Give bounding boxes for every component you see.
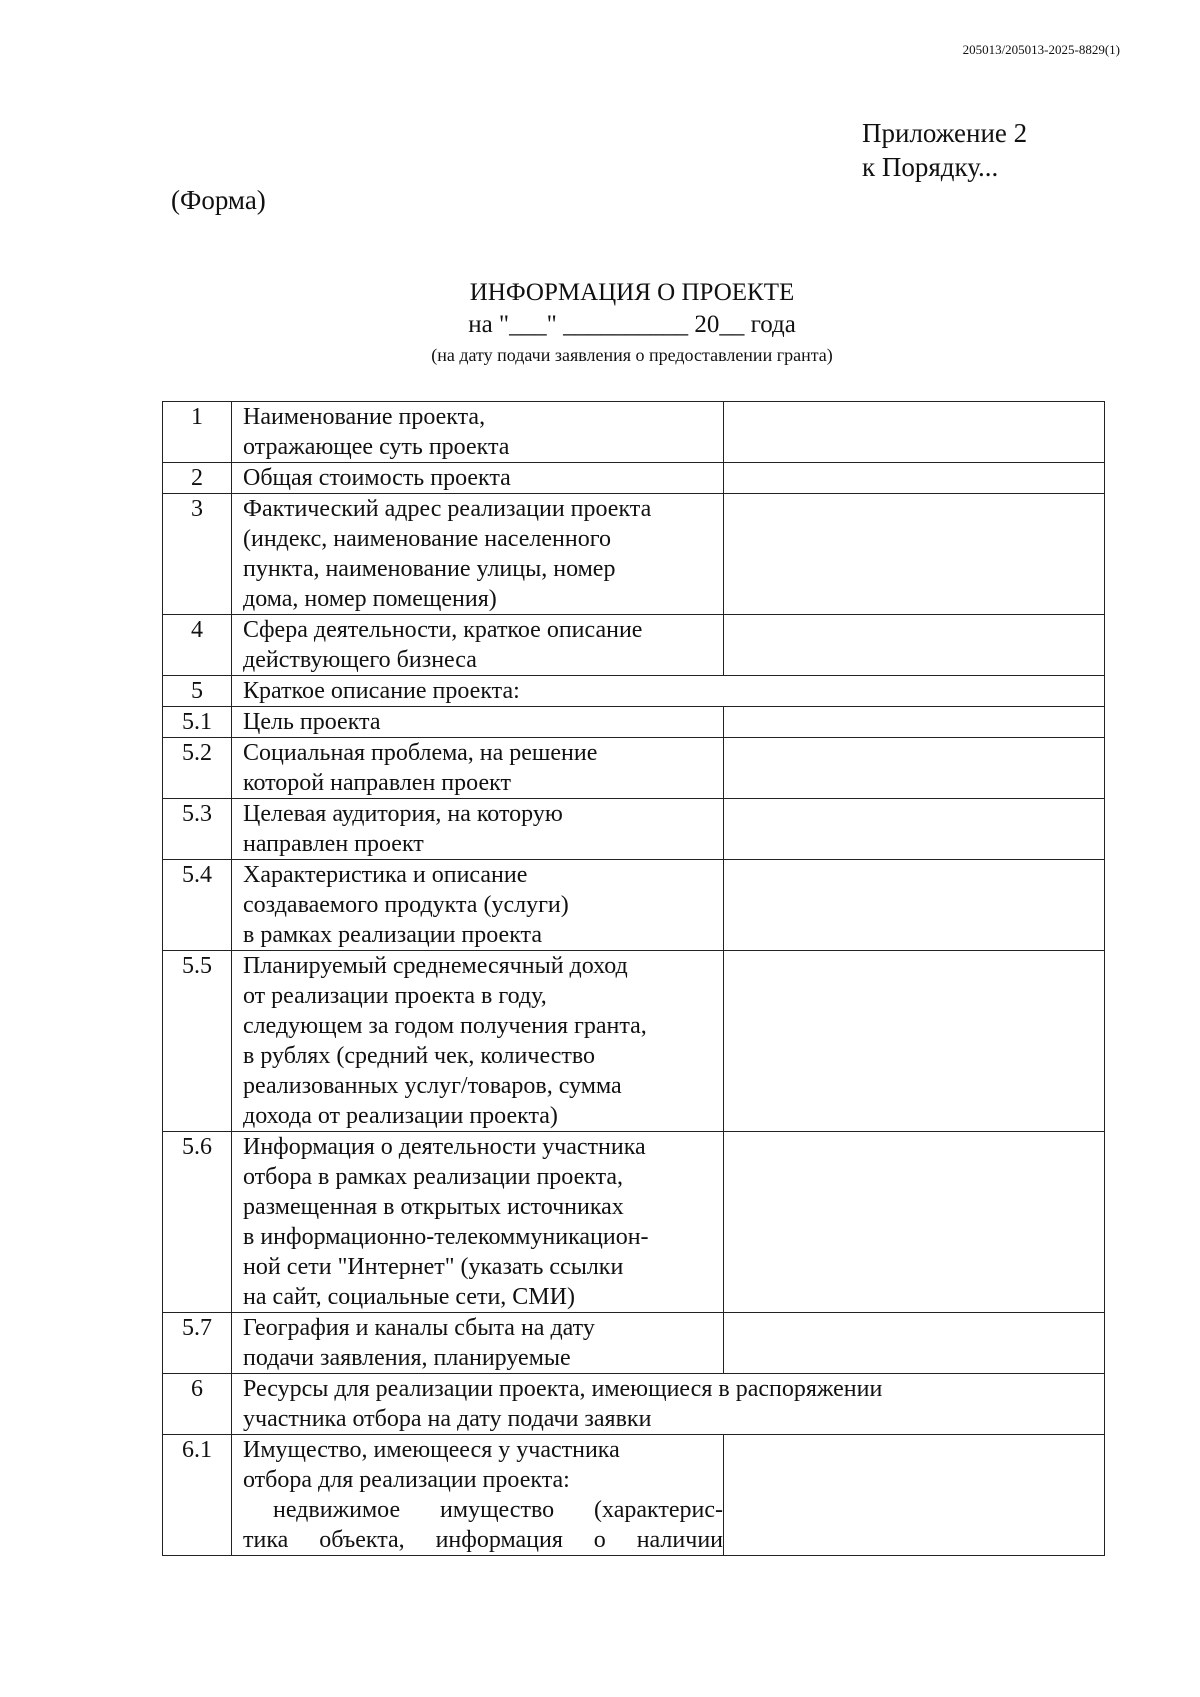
row-description: Общая стоимость проекта [232, 463, 724, 494]
row-description: Характеристика и описание создаваемого продукта (услуги) в рамках реализации проекта [232, 860, 724, 951]
row-description: География и каналы сбыта на дату подачи заявления, планируемые [232, 1313, 724, 1374]
appendix-line-2: к Порядку... [862, 152, 999, 182]
row-description: Планируемый среднемесячный доход от реализации проекта в году, следующем за годом получения гранта, в рублях (средний чек, количество реализованных услуг/товаров, сумма дохода от реализации проекта) [232, 951, 724, 1132]
row-value-cell[interactable] [724, 615, 1105, 676]
row-number: 5.7 [163, 1313, 232, 1374]
document-title: ИНФОРМАЦИЯ О ПРОЕКТЕ [469, 279, 795, 306]
document-date-line: на "___" __________ 20__ года [468, 311, 796, 338]
row-description: Наименование проекта, отражающее суть проекта [232, 402, 724, 463]
row-value-cell[interactable] [724, 402, 1105, 463]
row-value-cell[interactable] [724, 860, 1105, 951]
row-number: 5.4 [163, 860, 232, 951]
table-row [163, 615, 1105, 676]
row-number: 1 [163, 402, 232, 463]
row-value-cell[interactable] [724, 707, 1105, 738]
row-description: Имущество, имеющееся у участника отбора для реализации проекта: недвижимое имущество (характерис- тика объекта, информация о наличии [232, 1435, 724, 1556]
row-number: 5.3 [163, 799, 232, 860]
table-row [163, 402, 1105, 463]
row-description: Социальная проблема, на решение которой направлен проект [232, 738, 724, 799]
table-row [163, 463, 1105, 494]
row-description: Краткое описание проекта: [232, 676, 1105, 707]
row-value-cell[interactable] [724, 951, 1105, 1132]
row-value-cell[interactable] [724, 1313, 1105, 1374]
row-value-cell[interactable] [724, 1435, 1105, 1556]
table-row [163, 738, 1105, 799]
appendix-label [862, 116, 1027, 184]
table-row [163, 494, 1105, 615]
row-number: 5.6 [163, 1132, 232, 1313]
row-number: 5 [163, 676, 232, 707]
project-info-table [162, 401, 1105, 1556]
table-row [163, 1132, 1105, 1313]
row-number: 5.1 [163, 707, 232, 738]
row-description: Ресурсы для реализации проекта, имеющиеся в распоряжении участника отбора на дату подачи заявки [232, 1374, 1105, 1435]
row-description: Целевая аудитория, на которую направлен проект [232, 799, 724, 860]
row-number: 6 [163, 1374, 232, 1435]
row-number: 4 [163, 615, 232, 676]
row-description: Цель проекта [232, 707, 724, 738]
row-description: Сфера деятельности, краткое описание действующего бизнеса [232, 615, 724, 676]
table-row [163, 799, 1105, 860]
table-row [163, 707, 1105, 738]
row-value-cell[interactable] [724, 738, 1105, 799]
row-number: 3 [163, 494, 232, 615]
row-number: 5.5 [163, 951, 232, 1132]
table-row [163, 1313, 1105, 1374]
row-value-cell[interactable] [724, 494, 1105, 615]
form-mark: (Форма) [171, 185, 266, 215]
table-row [163, 951, 1105, 1132]
row-value-cell[interactable] [724, 799, 1105, 860]
table-row [163, 1435, 1105, 1556]
document-heading [0, 277, 1200, 367]
table-row [163, 860, 1105, 951]
row-value-cell[interactable] [724, 463, 1105, 494]
row-number: 6.1 [163, 1435, 232, 1556]
table-row [163, 676, 1105, 707]
row-number: 2 [163, 463, 232, 494]
row-description: Информация о деятельности участника отбора в рамках реализации проекта, размещенная в открытых источниках в информационно-телекоммуникацион- ной сети "Интернет" (указать ссылки на сайт, социальные сети, СМИ) [232, 1132, 724, 1313]
appendix-line-1: Приложение 2 [862, 118, 1028, 148]
document-note: (на дату подачи заявления о предоставлении гранта) [431, 345, 833, 365]
table-row [163, 1374, 1105, 1435]
row-value-cell[interactable] [724, 1132, 1105, 1313]
row-description: Фактический адрес реализации проекта (индекс, наименование населенного пункта, наименование улицы, номер дома, номер помещения) [232, 494, 724, 615]
row-number: 5.2 [163, 738, 232, 799]
document-id: 205013/205013-2025-8829(1) [962, 42, 1120, 57]
